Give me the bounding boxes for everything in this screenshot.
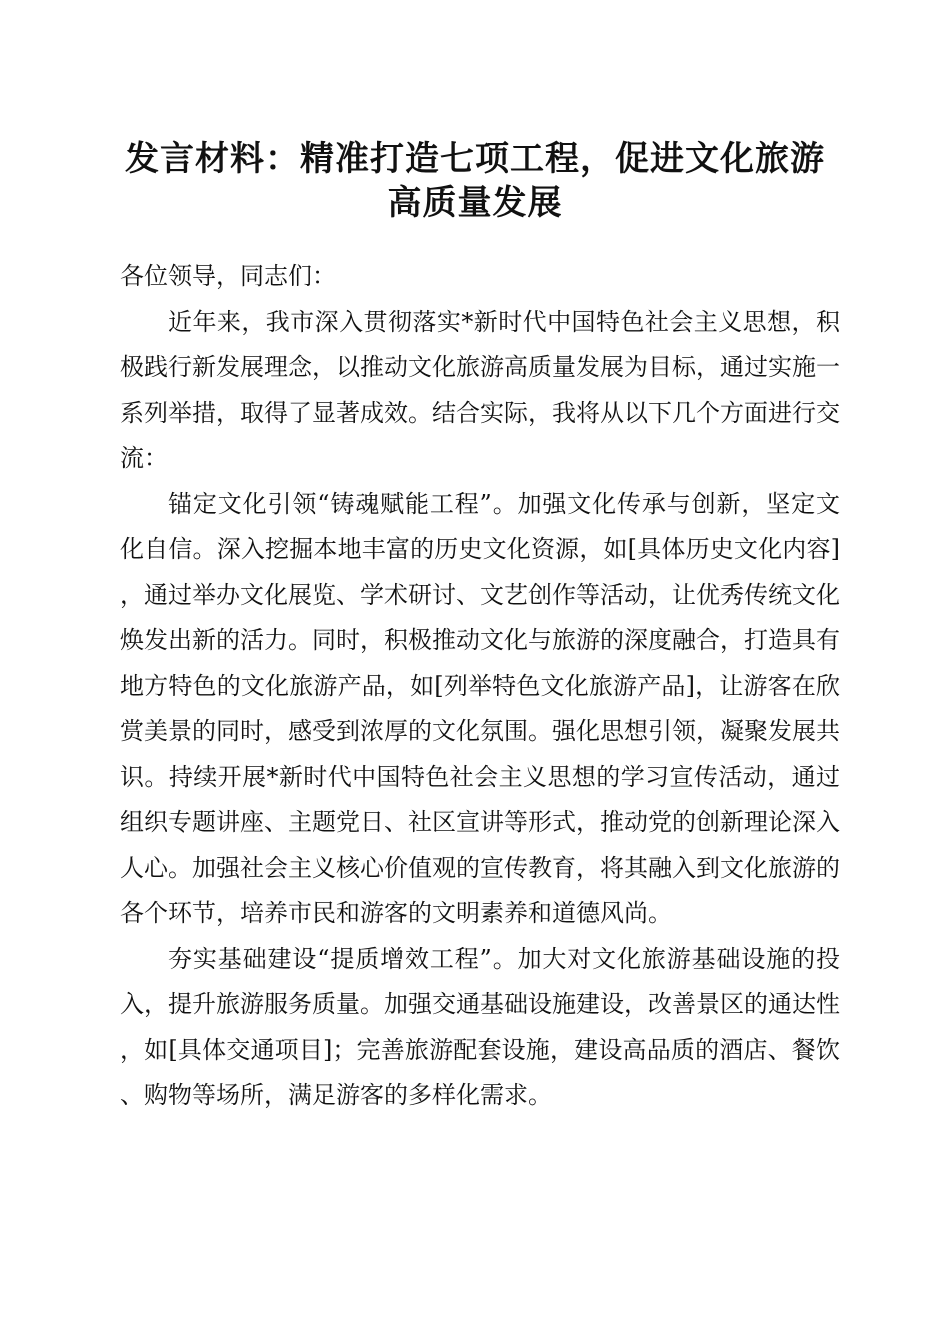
document-title-line2: 高质量发展 [387,183,563,223]
paragraph-culture-project: 锚定文化引领“铸魂赋能工程”。加强文化传承与创新，坚定文化自信。深入挖掘本地丰富的历史文化资源，如[具体历史文化内容]，通过举办文化展览、学术研讨、文艺创作等活动，让优秀传统文化焕发出新的活力。同时，积极推动文化与旅游的深度融合，打造具有地方特色的文化旅游产品，如[列举特色文化旅游产品]，让游客在欣赏美景的同时，感受到浓厚的文化氛围。强化思想引领，凝聚发展共识。持续开展*新时代中国特色社会主义思想的学习宣传活动，通过组织专题讲座、主题党日、社区宣讲等形式，推动党的创新理论深入人心。加强社会主义核心价值观的宣传教育，将其融入到文化旅游的各个环节，培养市民和游客的文明素养和道德风尚。 [120,489,840,927]
paragraph-infrastructure-project: 夯实基础建设“提质增效工程”。加大对文化旅游基础设施的投入，提升旅游服务质量。加强交通基础设施建设，改善景区的通达性，如[具体交通项目]；完善旅游配套设施，建设高品质的酒店、餐饮、购物等场所，满足游客的多样化需求。 [120,944,840,1109]
document-body [120,254,840,1119]
paragraph-intro: 近年来，我市深入贯彻落实*新时代中国特色社会主义思想，积极践行新发展理念，以推动文化旅游高质量发展为目标，通过实施一系列举措，取得了显著成效。结合实际，我将从以下几个方面进行交流： [120,307,840,472]
document-title-line1: 发言材料：精准打造七项工程，促进文化旅游 [125,139,825,179]
salutation: 各位领导，同志们： [120,262,336,290]
